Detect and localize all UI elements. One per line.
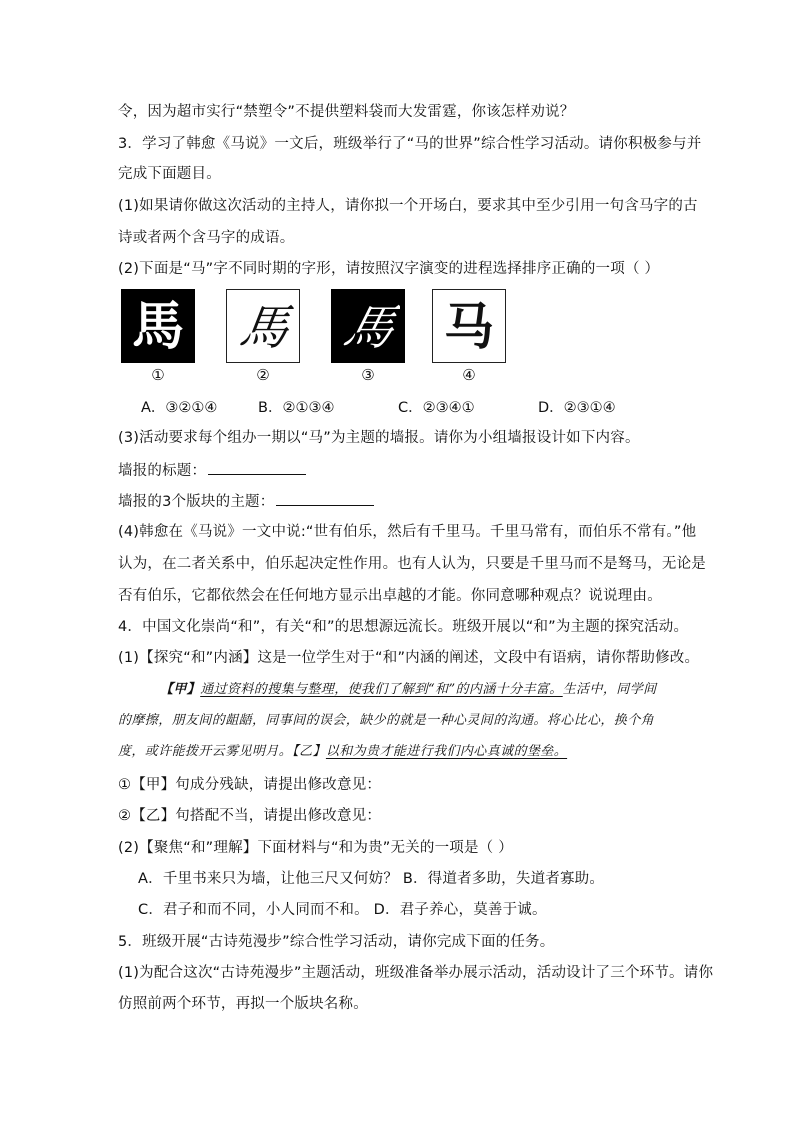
glyph-caption: ① [151,366,165,384]
svg-text:馬: 馬 [338,300,400,356]
glyph-image-3 [331,289,405,363]
passage-label-jia: 【甲】 [160,682,201,697]
question-4-2: (2)【聚焦“和”理解】下面材料与“和为贵”无关的一项是（ ） [118,840,513,856]
svg-text:馬: 馬 [236,300,293,356]
option-d: D．②③①④ [538,400,616,416]
question-4: 4．中国文化崇尚“和”，有关“和”的思想源远流长。班级开展以“和”为主题的探究活动。 [118,619,689,635]
svg-text:马: 马 [444,298,494,356]
text-line: 否有伯乐，它都依然会在任何地方显示出卓越的才能。你同意哪种观点？说说理由。 [118,588,662,604]
passage-text: 度，或许能拨开云雾见明月。【乙】 [118,744,326,759]
option-a: A．③②①④ [141,400,218,416]
question-4-1-b: ②【乙】句搭配不当，请提出修改意见： [118,808,382,824]
option-c: C．②③④① [398,400,475,416]
text-line: 完成下面题目。 [118,166,221,182]
question-3-4: (4)韩愈在《马说》一文中说:“世有伯乐，然后有千里马。千里马常有，而伯乐不常有。”他 [118,524,697,540]
question-3-2: (2)下面是“马”字不同时期的字形，请按照汉字演变的进程选择排序正确的一项（ ） [118,261,660,277]
glyph-1 [126,294,190,358]
question-4-1-a: ①【甲】句成分残缺，请提出修改意见： [118,777,382,793]
glyph-caption: ② [256,366,270,384]
choice-row: C．君子和而不同，小人同而不和。 D．君子养心，莫善于诚。 [138,902,547,918]
question-5: 5．班级开展“古诗苑漫步”综合性学习活动，请你完成下面的任务。 [118,934,555,950]
text-line: 认为，在二者关系中，伯乐起决定性作用。也有人认为，只要是千里马而不是驽马，无论是 [118,556,706,572]
glyph-caption: ④ [462,366,476,384]
glyph-caption: ③ [361,366,375,384]
question-3-3: (3)活动要求每个组办一期以“马”为主题的墙报。请你为小组墙报设计如下内容。 [118,430,640,446]
answer-blank[interactable] [276,491,374,506]
passage-line: 的摩擦，朋友间的龃龉，同事间的误会，缺少的就是一种心灵间的沟通。将心比心，换个角 [118,713,655,728]
wall-title-label: 墙报的标题： [118,463,207,479]
glyph-image-1 [121,289,195,363]
glyph-3 [336,294,400,358]
glyph-2 [231,294,295,358]
question-3-1: (1)如果请你做这次活动的主持人，请你拟一个开场白，要求其中至少引用一句含马字的古 [118,198,698,214]
passage-sentence-jia: 通过资料的搜集与整理，使我们了解到“和”的内涵十分丰富。 [200,682,563,697]
wall-sections-row [118,491,374,512]
question-5-1: (1)为配合这次“古诗苑漫步”主题活动，班级准备举办展示活动，活动设计了三个环节。请你 [118,965,714,981]
passage-line [118,742,567,762]
answer-blank[interactable] [208,460,306,475]
question-3: 3．学习了韩愈《马说》一文后，班级举行了“马的世界”综合性学习活动。请你积极参与并 [118,136,702,152]
glyph-4 [437,294,501,358]
glyph-image-4 [432,289,506,363]
text-line: 诗或者两个含马字的成语。 [118,230,295,246]
option-b: B．②①③④ [258,400,335,416]
passage-sentence-yi: 以和为贵才能进行我们内心真诚的堡垒。 [325,744,568,759]
wall-sections-label: 墙报的3个版块的主题： [118,494,275,510]
svg-text:馬: 馬 [131,296,185,357]
choice-row: A．千里书来只为墙，让他三尺又何妨？ B．得道者多助，失道者寡助。 [138,871,605,887]
wall-title-row [118,460,306,481]
glyph-image-2 [226,289,300,363]
text-line: 令，因为超市实行“禁塑令”不提供塑料袋而大发雷霆，你该怎样劝说？ [118,104,575,120]
question-4-1: (1)【探究“和”内涵】这是一位学生对于“和”内涵的阐述，文段中有语病，请你帮助修改。 [118,650,700,666]
passage-text: 生活中，同学间 [562,682,657,697]
passage-line [160,680,657,700]
text-line: 仿照前两个环节，再拟一个版块名称。 [118,996,368,1012]
